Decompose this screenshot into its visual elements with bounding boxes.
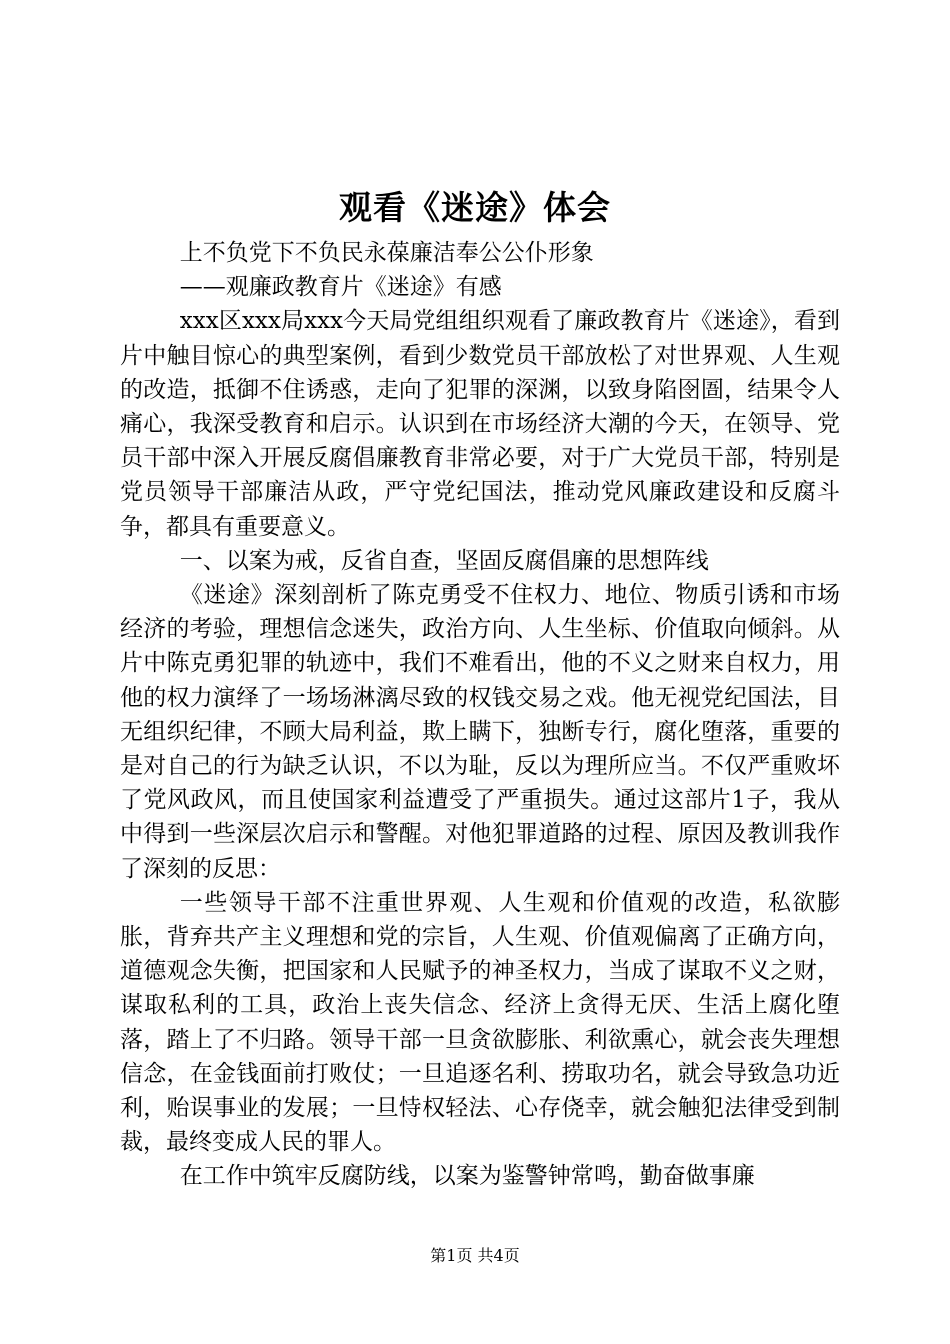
document-body <box>120 236 840 1194</box>
paragraph-intro: xxx区xxx局xxx今天局党组组织观看了廉政教育片《迷途》，看到片中触目惊心的典型案例，看到少数党员干部放松了对世界观、人生观的改造，抵御不住诱惑，走向了犯罪的深渊，以致身陷囹圄，结果令人痛心，我深受教育和启示。认识到在市场经济大潮的今天，在领导、党员干部中深入开展反腐倡廉教育非常必要，对于广大党员干部，特别是党员领导干部廉洁从政，严守党纪国法，推动党风廉政建设和反腐斗争，都具有重要意义。 <box>120 308 840 540</box>
subtitle-main: 上不负党下不负民永葆廉洁奉公公仆形象 <box>179 240 594 266</box>
paragraph-continued: 在工作中筑牢反腐防线，以案为鉴警钟常鸣，勤奋做事廉 <box>179 1163 755 1190</box>
section-heading-1: 一、以案为戒，反省自查，坚固反腐倡廉的思想阵线 <box>179 547 709 574</box>
page-number-footer: 第1页 共4页 <box>430 1246 520 1265</box>
paragraph-analysis: 《迷途》深刻剖析了陈克勇受不住权力、地位、物质引诱和市场经济的考验，理想信念迷失，政治方向、人生坐标、价值取向倾斜。从片中陈克勇犯罪的轨迹中，我们不难看出，他的不义之财来自权力，用他的权力演绎了一场场淋漓尽致的权钱交易之戏。他无视党纪国法，目无组织纪律，不顾大局利益，欺上瞒下，独断专行，腐化堕落，重要的是对自己的行为缺乏认识，不以为耻，反以为理所应当。不仅严重败坏了党风政风，而且使国家利益遭受了严重损失。通过这部片1子，我从中得到一些深层次启示和警醒。对他犯罪道路的过程、原因及教训我作了深刻的反思： <box>120 582 840 882</box>
document-title: 观看《迷途》体会 <box>339 188 611 227</box>
subtitle-sub: ——观廉政教育片《迷途》有感 <box>179 274 502 301</box>
paragraph-reflection: 一些领导干部不注重世界观、人生观和价值观的改造，私欲膨胀，背弃共产主义理想和党的宗旨，人生观、价值观偏离了正确方向，道德观念失衡，把国家和人民赋予的神圣权力，当成了谋取不义之财，谋取私利的工具，政治上丧失信念、经济上贪得无厌、生活上腐化堕落，踏上了不归路。领导干部一旦贪欲膨胀、利欲熏心，就会丧失理想信念，在金钱面前打败仗；一旦追逐名利、捞取功名，就会导致急功近利，贻误事业的发展；一旦恃权轻法、心存侥幸，就会触犯法律受到制裁，最终变成人民的罪人。 <box>120 889 840 1156</box>
